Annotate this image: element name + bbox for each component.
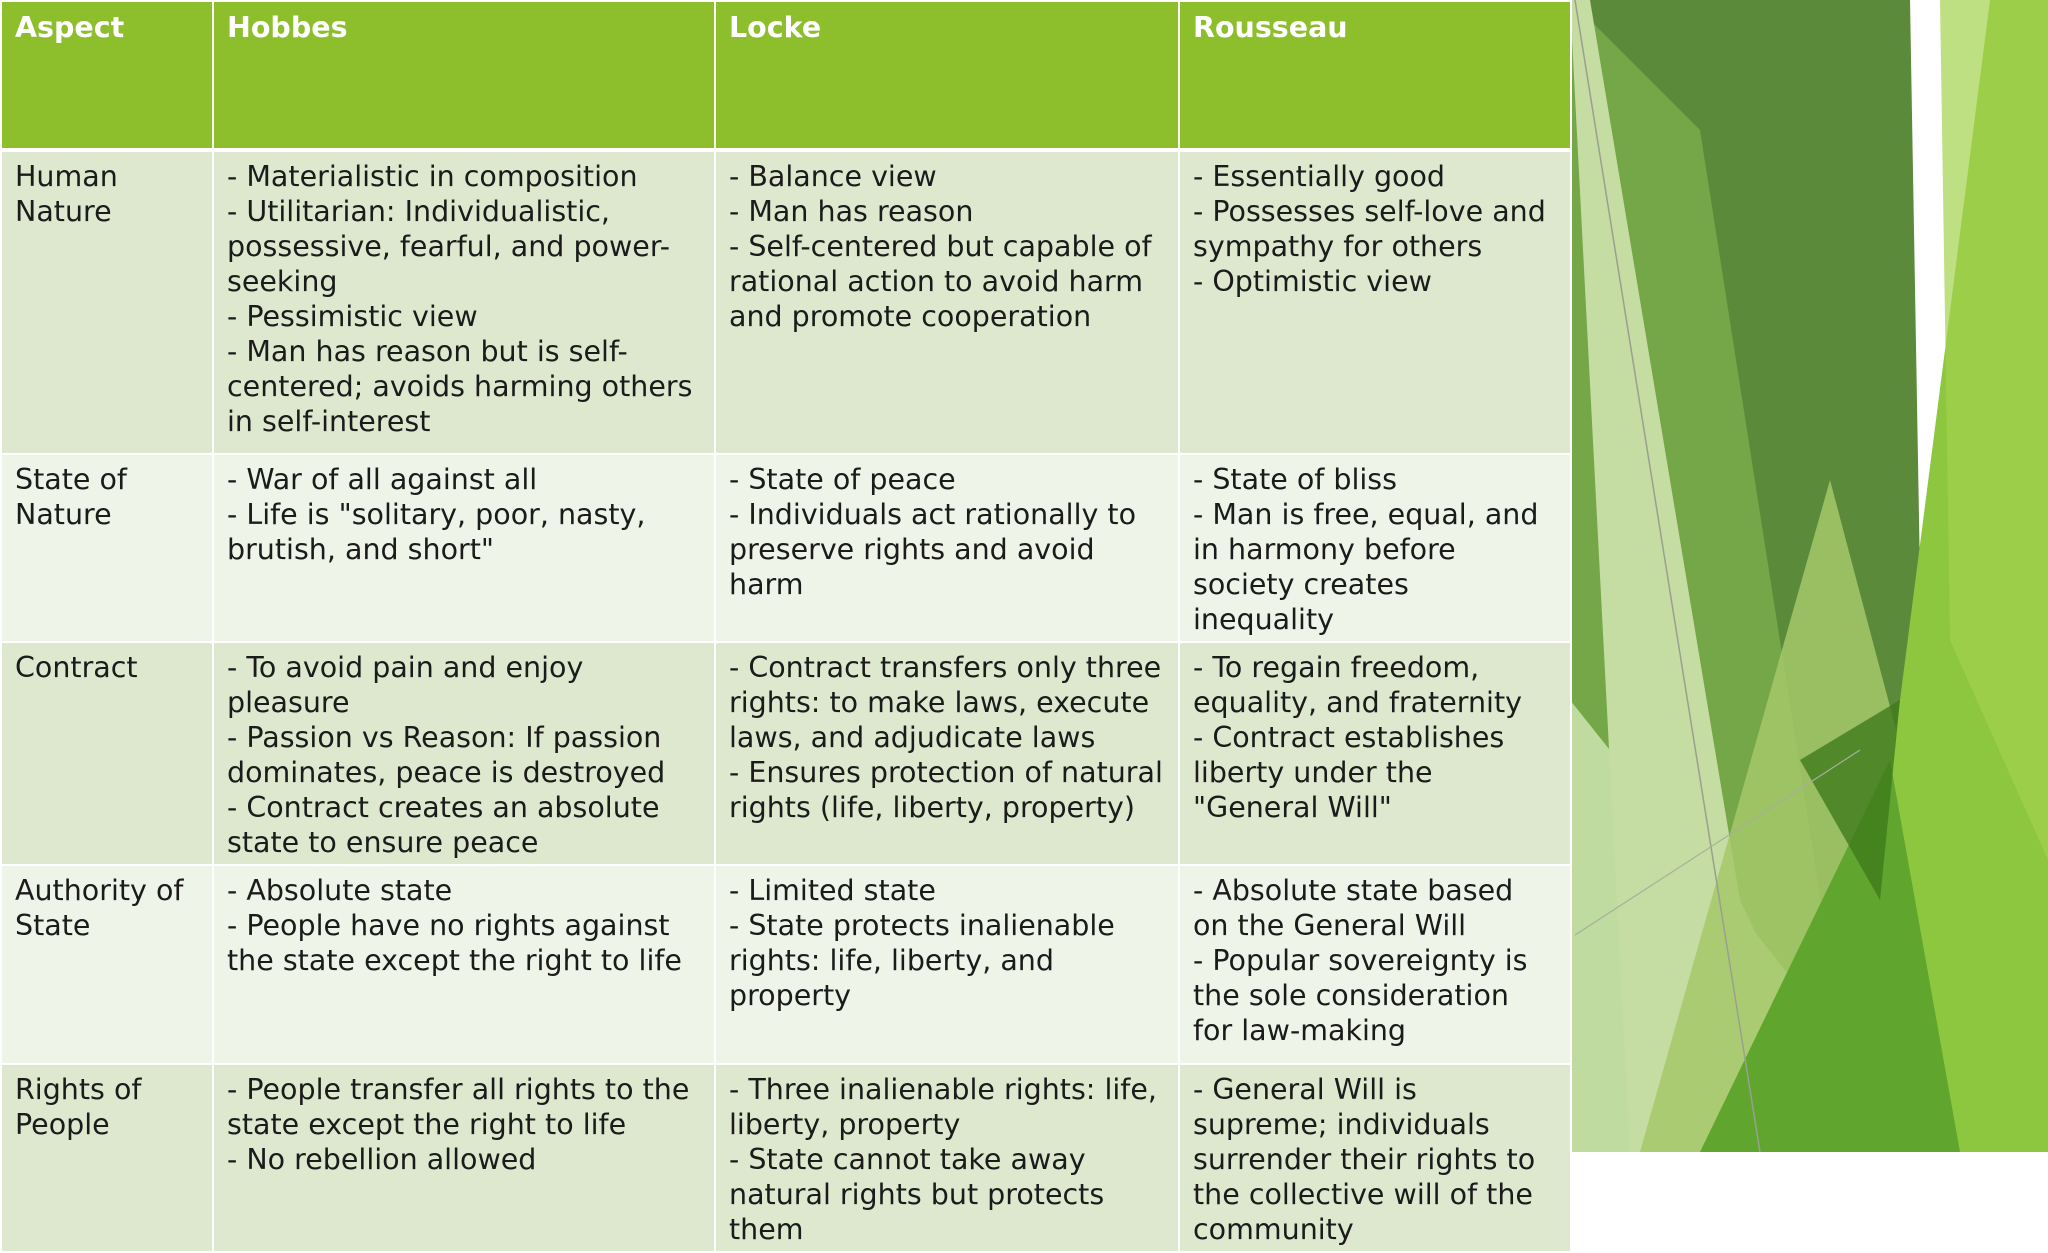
hobbes-cell: - Absolute state - People have no rights against the state except the right to life xyxy=(213,865,715,1064)
locke-cell: - Three inalienable rights: life, liberty, property - State cannot take away natural rights but protects them xyxy=(715,1064,1179,1252)
aspect-cell: Rights of People xyxy=(1,1064,213,1252)
aspect-cell: Authority of State xyxy=(1,865,213,1064)
rousseau-cell: - General Will is supreme; individuals surrender their rights to the collective will of the community xyxy=(1179,1064,1571,1252)
locke-cell: - Balance view - Man has reason - Self-centered but capable of rational action to avoid harm and promote cooperation xyxy=(715,150,1179,454)
header-rousseau: Rousseau xyxy=(1179,1,1571,150)
hobbes-cell: - Materialistic in composition - Utilitarian: Individualistic, possessive, fearful, and power-seeking - Pessimistic view - Man has reason but is self-centered; avoids harming others in self-interest xyxy=(213,150,715,454)
table-header-row xyxy=(1,1,1571,150)
hobbes-cell: - To avoid pain and enjoy pleasure - Passion vs Reason: If passion dominates, peace is destroyed - Contract creates an absolute state to ensure peace xyxy=(213,642,715,865)
header-locke: Locke xyxy=(715,1,1179,150)
locke-cell: - Limited state - State protects inalienable rights: life, liberty, and property xyxy=(715,865,1179,1064)
header-hobbes: Hobbes xyxy=(213,1,715,150)
aspect-cell: Contract xyxy=(1,642,213,865)
rousseau-cell: - State of bliss - Man is free, equal, and in harmony before society creates inequality xyxy=(1179,454,1571,642)
table-row xyxy=(1,150,1571,454)
aspect-cell: State of Nature xyxy=(1,454,213,642)
header-aspect: Aspect xyxy=(1,1,213,150)
hobbes-cell: - War of all against all - Life is "solitary, poor, nasty, brutish, and short" xyxy=(213,454,715,642)
table-row xyxy=(1,1064,1571,1252)
aspect-cell: Human Nature xyxy=(1,150,213,454)
table-row xyxy=(1,454,1571,642)
table-row xyxy=(1,642,1571,865)
rousseau-cell: - Absolute state based on the General Will - Popular sovereignty is the sole consideration for law-making xyxy=(1179,865,1571,1064)
table-row xyxy=(1,865,1571,1064)
hobbes-cell: - People transfer all rights to the state except the right to life - No rebellion allowed xyxy=(213,1064,715,1252)
locke-cell: - State of peace - Individuals act rationally to preserve rights and avoid harm xyxy=(715,454,1179,642)
locke-cell: - Contract transfers only three rights: to make laws, execute laws, and adjudicate laws - Ensures protection of natural rights (life, liberty, property) xyxy=(715,642,1179,865)
rousseau-cell: - To regain freedom, equality, and fraternity - Contract establishes liberty under the "General Will" xyxy=(1179,642,1571,865)
rousseau-cell: - Essentially good - Possesses self-love and sympathy for others - Optimistic view xyxy=(1179,150,1571,454)
